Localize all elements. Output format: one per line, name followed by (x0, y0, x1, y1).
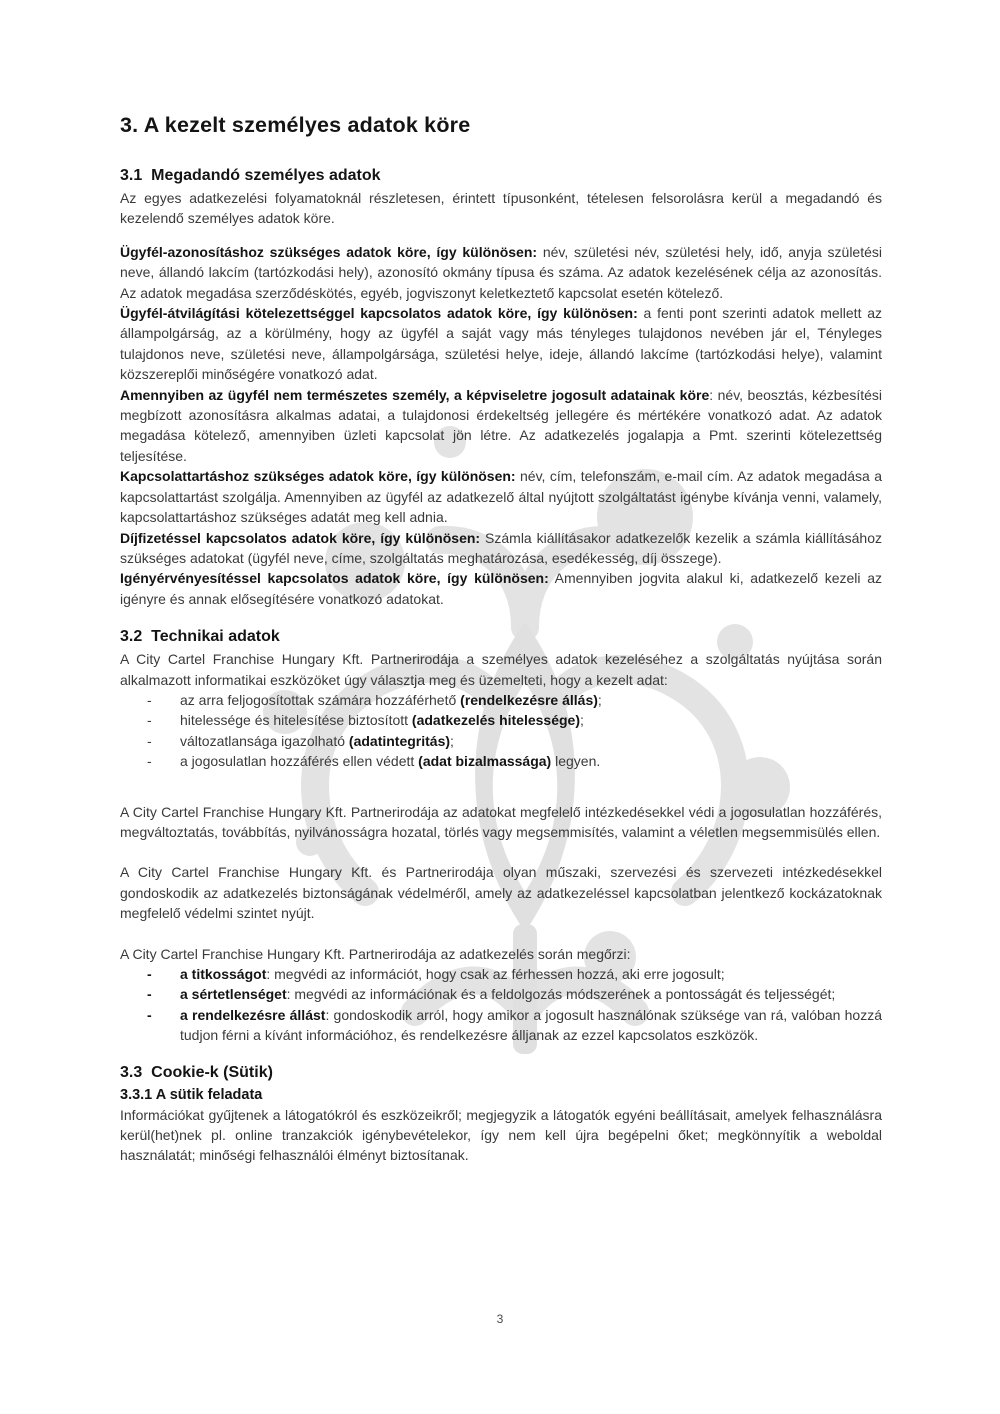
list-item-text (180, 733, 454, 749)
text-run: A City Cartel Franchise Hungary Kft. és Partnerirodája olyan műszaki, szervezési és szervezeti intézkedésekkel gondoskodik az adatkezelés biztonságának védelméről, amely az adatkezeléssel kapcsolatban jelentkező kockázatoknak megfelelő védelmi szintet nyújt. (120, 864, 882, 922)
list-dash-marker: - (147, 691, 152, 708)
paragraph (120, 188, 882, 229)
list-item-text (180, 986, 835, 1002)
text-run: Az egyes adatkezelési folyamatoknál részletesen, érintett típusonként, tételesen felsorolásra kerül a megadandó és kezelendő személyes adatok köre. (120, 190, 882, 227)
vertical-gap (120, 609, 882, 626)
document-body (120, 165, 882, 1166)
text-run: : gondoskodik arról, hogy amikor a jogosult használónak szüksége van rá, valóban hozzá tudjon férni a kívánt információhoz, és rendelkezésre álljanak az ezzel kapcsolatos eszközök. (180, 1006, 882, 1044)
paragraph (120, 568, 882, 609)
text-run: : név, beosztás, kézbesítési megbízott azonosításra alkalmas adatai, a tulajdonosi érdekeltség jellegére és mértékére vonatkozó adat. Az adatok megadása kötelező, amennyiben üzleti kapcsolat jön létre. Az adatkezelés jogalapja a Pmt. szerinti kötelezettség teljesítése. (120, 386, 882, 464)
document-content (120, 112, 882, 1166)
paragraph (120, 385, 882, 467)
paragraph (120, 862, 882, 923)
list-item (120, 984, 882, 1004)
list-dash-marker: - (147, 732, 152, 749)
list-item-text (180, 753, 600, 769)
text-run: változatlansága igazolható (180, 732, 349, 749)
list-dash-marker: - (147, 1006, 152, 1023)
text-run: A City Cartel Franchise Hungary Kft. Partnerirodája az adatkezelés során megőrzi: (120, 945, 631, 962)
text-run: legyen. (551, 753, 601, 770)
list-item (120, 1005, 882, 1046)
paragraph (120, 466, 882, 527)
text-run-bold: (rendelkezésre állás) (460, 691, 598, 708)
list-dash-marker: - (147, 753, 152, 770)
text-run-bold: Díjfizetéssel kapcsolatos adatok köre, így különösen: (120, 529, 481, 546)
paragraph (120, 528, 882, 569)
vertical-gap (120, 842, 882, 862)
list-dash-marker: - (147, 986, 152, 1003)
list-item (120, 710, 882, 730)
paragraph (120, 649, 882, 690)
text-run: az arra feljogosítottak számára hozzáférhető (180, 691, 461, 708)
vertical-gap (120, 924, 882, 944)
text-run-bold: (adatkezelés hitelessége) (411, 712, 581, 729)
text-run-bold: (adat bizalmassága) (418, 753, 552, 770)
text-run: Amennyiben jogvita alakul ki, adatkezelő kezeli az igényre és annak elősegítésére vonatkozó adatokat. (120, 570, 882, 607)
vertical-gap (120, 1046, 882, 1062)
text-run-bold: Igényérvényesítéssel kapcsolatos adatok köre, így különösen: (120, 570, 549, 587)
text-run: hitelessége és hitelesítése biztosított (180, 712, 412, 729)
list-item (120, 731, 882, 751)
list-item (120, 690, 882, 710)
text-run: név, cím, telefonszám, e-mail cím. Az adatok megadása a kapcsolattartást szolgálja. Amennyiben az ügyfél az adatkezelő által nyújtott szolgáltatást igénybe kívánja venni, valamely, kapcsolattartáshoz szükséges adatát meg kell adnia. (120, 468, 882, 526)
text-run-bold: Kapcsolattartáshoz szükséges adatok köre, így különösen: (120, 468, 516, 485)
list-dash-marker: - (147, 966, 152, 982)
text-run: Számla kiállításakor adatkezelők kezelik a számla kiállításához szükséges adatokat (ügyfél neve, címe, szolgáltatás meghatározása, esedékesség, díj összege). (120, 529, 882, 566)
subsection-heading: 3.1 Megadandó személyes adatok (120, 167, 381, 184)
text-run: a fenti pont szerinti adatok mellett az állampolgárság, az a körülmény, hogy az ügyfél a saját vagy más tényleges tulajdonos nevében jár el, Tényleges tulajdonos neve, születési neve, állampolgársága, születési helye, ideje, állandó lakcíme (tartózkodási helye), valamint közszereplői minőségére vonatkozó adat. (120, 305, 883, 383)
list-item-text (180, 692, 602, 708)
paragraph (120, 242, 882, 303)
text-run: : megvédi az információnak és a feldolgozás módszerének a pontosságát és teljességét; (286, 986, 836, 1003)
subsection-heading: 3.2 Technikai adatok (120, 628, 280, 646)
text-run: : megvédi az információt, hogy csak az férhessen hozzá, aki erre jogosult; (266, 966, 725, 982)
text-run-bold: a titkosságot (180, 966, 267, 982)
subsubsection-heading: 3.3.1 A sütik feladata (120, 1086, 263, 1103)
paragraph (120, 303, 882, 385)
list-item-text (180, 1007, 882, 1043)
text-run-bold: Ügyfél-azonosításhoz szükséges adatok köre, így különösen: (120, 243, 538, 260)
paragraph (120, 1105, 882, 1166)
paragraph (120, 944, 882, 964)
text-run-bold: Ügyfél-átvilágítási kötelezettséggel kapcsolatos adatok köre, így különösen: (120, 305, 638, 322)
text-run: Információkat gyűjtenek a látogatókról és eszközeikről; megjegyzik a látogatók egyéni beállításait, amelyek felhasználásra kerül(het)nek pl. online tranzakciók igénybevételekor, így nem kell újra begépelni őket; megkönnyítik a weboldal használatát; minőségi felhasználói élményt biztosítanak. (120, 1106, 882, 1164)
paragraph (120, 802, 882, 843)
text-run: A City Cartel Franchise Hungary Kft. Partnerirodája a személyes adatok kezeléséhez a szolgáltatás nyújtása során alkalmazott informatikai eszközöket úgy választja meg és üzemelteti, hogy a kezelt adat: (120, 651, 882, 688)
list-item-text (180, 966, 725, 982)
text-run-bold: a sértetlenséget (180, 986, 287, 1003)
page-number: 3 (496, 1312, 504, 1326)
list-dash-marker: - (147, 712, 152, 729)
text-run-bold: (adatintegritás) (348, 732, 451, 749)
text-run: ; (450, 732, 454, 749)
vertical-gap (120, 772, 882, 802)
list-item-text (180, 712, 584, 728)
text-run: ; (597, 691, 602, 708)
vertical-gap (120, 229, 882, 242)
text-run: név, születési név, születési hely, idő, anyja születési neve, állandó lakcím (tartózkodási hely), azonosító okmány típusa és száma. Az adatok kezelésének célja az azonosítás. Az adatok megadása szerződéskötés, egyéb, jogviszonyt keletkeztető kapcsolat esetén kötelező. (120, 243, 882, 301)
text-run: ; (580, 712, 584, 729)
page-title: 3. A kezelt személyes adatok köre (120, 113, 471, 137)
list-item (120, 964, 882, 984)
text-run-bold: Amennyiben az ügyfél nem természetes személy, a képviseletre jogosult adatainak köre (120, 386, 710, 403)
text-run: a jogosulatlan hozzáférés ellen védett (180, 753, 419, 770)
subsection-heading: 3.3 Cookie-k (Sütik) (120, 1063, 273, 1081)
list-item (120, 751, 882, 771)
text-run: A City Cartel Franchise Hungary Kft. Partnerirodája az adatokat megfelelő intézkedésekkel védi a jogosulatlan hozzáférés, megváltoztatás, továbbítás, nyilvánosságra hozatal, törlés vagy megsemmisítés, valamint a véletlen megsemmisülés ellen. (120, 803, 882, 840)
text-run-bold: a rendelkezésre állást (180, 1006, 326, 1023)
